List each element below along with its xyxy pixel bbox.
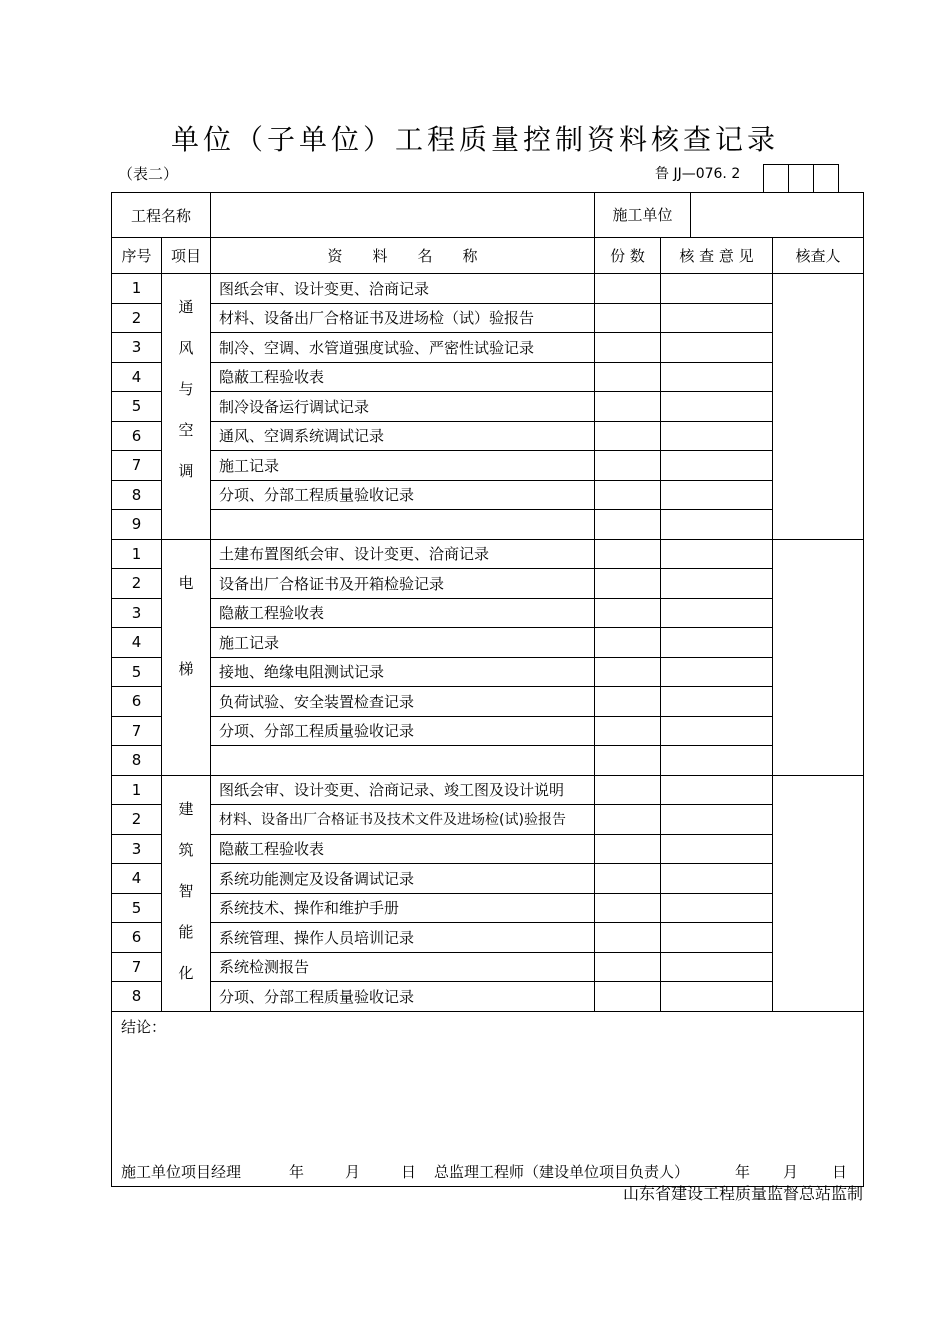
opinion-cell[interactable] bbox=[661, 421, 773, 451]
section-item-label bbox=[162, 775, 211, 1011]
document-name: 系统管理、操作人员培训记录 bbox=[211, 923, 595, 953]
opinion-cell[interactable] bbox=[661, 598, 773, 628]
document-name: 制冷、空调、水管道强度试验、严密性试验记录 bbox=[211, 333, 595, 363]
copies-cell[interactable] bbox=[595, 952, 661, 982]
row-number: 3 bbox=[112, 598, 162, 628]
copies-cell[interactable] bbox=[595, 657, 661, 687]
table-row bbox=[112, 274, 864, 304]
document-name: 施工记录 bbox=[211, 628, 595, 658]
document-name: 图纸会审、设计变更、洽商记录、竣工图及设计说明 bbox=[211, 775, 595, 805]
table-row bbox=[112, 598, 864, 628]
table-row bbox=[112, 333, 864, 363]
opinion-cell[interactable] bbox=[661, 864, 773, 894]
table-row bbox=[112, 893, 864, 923]
copies-cell[interactable] bbox=[595, 392, 661, 422]
document-name: 施工记录 bbox=[211, 451, 595, 481]
table-row bbox=[112, 303, 864, 333]
opinion-cell[interactable] bbox=[661, 333, 773, 363]
row-number: 2 bbox=[112, 569, 162, 599]
copies-cell[interactable] bbox=[595, 893, 661, 923]
table-row bbox=[112, 657, 864, 687]
conclusion-row bbox=[112, 1011, 864, 1186]
table-row bbox=[112, 687, 864, 717]
opinion-cell[interactable] bbox=[661, 716, 773, 746]
code-box[interactable] bbox=[763, 164, 788, 193]
project-name-field[interactable] bbox=[211, 193, 595, 238]
section-item-char: 建 bbox=[178, 799, 194, 818]
section-item-char: 智 bbox=[178, 881, 194, 900]
pm-year: 年 bbox=[289, 1162, 305, 1181]
code-box[interactable] bbox=[788, 164, 813, 193]
copies-cell[interactable] bbox=[595, 805, 661, 835]
checker-cell[interactable] bbox=[773, 274, 864, 540]
document-name: 土建布置图纸会审、设计变更、洽商记录 bbox=[211, 539, 595, 569]
opinion-cell[interactable] bbox=[661, 569, 773, 599]
checker-cell[interactable] bbox=[773, 539, 864, 775]
document-name: 隐蔽工程验收表 bbox=[211, 598, 595, 628]
table-row bbox=[112, 982, 864, 1012]
table-row bbox=[112, 834, 864, 864]
project-name-label: 工程名称 bbox=[112, 193, 211, 238]
document-name bbox=[211, 510, 595, 540]
table-row bbox=[112, 392, 864, 422]
row-number: 4 bbox=[112, 864, 162, 894]
row-number: 1 bbox=[112, 775, 162, 805]
row-number: 2 bbox=[112, 303, 162, 333]
row-number: 6 bbox=[112, 687, 162, 717]
copies-cell[interactable] bbox=[595, 598, 661, 628]
section-item-char: 与 bbox=[178, 380, 194, 398]
table-row bbox=[112, 362, 864, 392]
section-item-char: 通 bbox=[178, 298, 194, 316]
table-row bbox=[112, 864, 864, 894]
row-number: 9 bbox=[112, 510, 162, 540]
contractor-group bbox=[595, 193, 864, 238]
document-name: 材料、设备出厂合格证书及进场检（试）验报告 bbox=[211, 303, 595, 333]
col-checker: 核查人 bbox=[773, 238, 864, 274]
opinion-cell[interactable] bbox=[661, 687, 773, 717]
copies-cell[interactable] bbox=[595, 834, 661, 864]
opinion-cell[interactable] bbox=[661, 480, 773, 510]
copies-cell[interactable] bbox=[595, 775, 661, 805]
conclusion-cell[interactable] bbox=[112, 1011, 864, 1186]
row-number: 8 bbox=[112, 982, 162, 1012]
copies-cell[interactable] bbox=[595, 362, 661, 392]
checker-cell[interactable] bbox=[773, 775, 864, 1011]
opinion-cell[interactable] bbox=[661, 362, 773, 392]
opinion-cell[interactable] bbox=[661, 303, 773, 333]
form-code: 鲁 JJ—076. 2 bbox=[655, 166, 741, 182]
copies-cell[interactable] bbox=[595, 539, 661, 569]
copies-cell[interactable] bbox=[595, 274, 661, 304]
opinion-cell[interactable] bbox=[661, 923, 773, 953]
opinion-cell[interactable] bbox=[661, 451, 773, 481]
conclusion-label: 结论： bbox=[121, 1017, 167, 1036]
copies-cell[interactable] bbox=[595, 451, 661, 481]
code-box[interactable] bbox=[813, 164, 839, 193]
table-row bbox=[112, 775, 864, 805]
table-row bbox=[112, 569, 864, 599]
opinion-cell[interactable] bbox=[661, 539, 773, 569]
table-row bbox=[112, 451, 864, 481]
sup-day: 日 bbox=[832, 1162, 848, 1181]
table-row bbox=[112, 421, 864, 451]
table-row bbox=[112, 480, 864, 510]
pm-month: 月 bbox=[345, 1162, 361, 1181]
section-item-char: 筑 bbox=[178, 840, 194, 859]
table-row bbox=[112, 805, 864, 835]
document-name: 负荷试验、安全装置检查记录 bbox=[211, 687, 595, 717]
row-number: 3 bbox=[112, 333, 162, 363]
row-number: 1 bbox=[112, 539, 162, 569]
row-number: 5 bbox=[112, 657, 162, 687]
page-title: 单位（子单位）工程质量控制资料核查记录 bbox=[170, 123, 779, 156]
document-name: 分项、分部工程质量验收记录 bbox=[211, 480, 595, 510]
copies-cell[interactable] bbox=[595, 569, 661, 599]
document-name: 设备出厂合格证书及开箱检验记录 bbox=[211, 569, 595, 599]
row-number: 7 bbox=[112, 716, 162, 746]
contractor-field[interactable] bbox=[691, 193, 863, 237]
document-name: 材料、设备出厂合格证书及技术文件及进场检(试)验报告 bbox=[211, 805, 595, 835]
section-item-char: 风 bbox=[178, 339, 194, 357]
table-row bbox=[112, 923, 864, 953]
document-name: 通风、空调系统调试记录 bbox=[211, 421, 595, 451]
opinion-cell[interactable] bbox=[661, 805, 773, 835]
section-item-label bbox=[162, 274, 211, 540]
row-number: 2 bbox=[112, 805, 162, 835]
section-item-char: 调 bbox=[178, 462, 194, 480]
table-row bbox=[112, 510, 864, 540]
copies-cell[interactable] bbox=[595, 687, 661, 717]
form-label: （表二） bbox=[118, 165, 179, 183]
row-number: 5 bbox=[112, 392, 162, 422]
pm-day: 日 bbox=[401, 1162, 417, 1181]
opinion-cell[interactable] bbox=[661, 775, 773, 805]
table-row bbox=[112, 539, 864, 569]
document-name bbox=[211, 746, 595, 776]
table-row bbox=[112, 628, 864, 658]
opinion-cell[interactable] bbox=[661, 628, 773, 658]
section-item-label bbox=[162, 539, 211, 775]
row-number: 5 bbox=[112, 893, 162, 923]
footer-issuer: 山东省建设工程质量监督总站监制 bbox=[622, 1184, 863, 1203]
document-name: 系统技术、操作和维护手册 bbox=[211, 893, 595, 923]
row-number: 8 bbox=[112, 480, 162, 510]
document-name: 分项、分部工程质量验收记录 bbox=[211, 982, 595, 1012]
opinion-cell[interactable] bbox=[661, 834, 773, 864]
sup-year: 年 bbox=[735, 1162, 751, 1181]
col-opinion: 核 查 意 见 bbox=[661, 238, 773, 274]
opinion-cell[interactable] bbox=[661, 510, 773, 540]
opinion-cell[interactable] bbox=[661, 657, 773, 687]
section-item-char: 梯 bbox=[178, 659, 194, 678]
col-doc-name: 资 料 名 称 bbox=[211, 238, 595, 274]
col-copies: 份 数 bbox=[595, 238, 661, 274]
copies-cell[interactable] bbox=[595, 716, 661, 746]
copies-cell[interactable] bbox=[595, 421, 661, 451]
table-row bbox=[112, 952, 864, 982]
section-item-char: 空 bbox=[178, 421, 194, 439]
opinion-cell[interactable] bbox=[661, 274, 773, 304]
section-item-char: 能 bbox=[178, 922, 194, 941]
row-number: 4 bbox=[112, 362, 162, 392]
document-name: 隐蔽工程验收表 bbox=[211, 362, 595, 392]
document-name: 制冷设备运行调试记录 bbox=[211, 392, 595, 422]
pm-label: 施工单位项目经理 bbox=[121, 1162, 242, 1181]
opinion-cell[interactable] bbox=[661, 982, 773, 1012]
copies-cell[interactable] bbox=[595, 333, 661, 363]
copies-cell[interactable] bbox=[595, 864, 661, 894]
row-number: 6 bbox=[112, 421, 162, 451]
code-boxes bbox=[763, 164, 839, 193]
copies-cell[interactable] bbox=[595, 303, 661, 333]
review-table bbox=[111, 192, 864, 1187]
document-name: 图纸会审、设计变更、洽商记录 bbox=[211, 274, 595, 304]
copies-cell[interactable] bbox=[595, 982, 661, 1012]
row-number: 7 bbox=[112, 952, 162, 982]
col-item: 项目 bbox=[162, 238, 211, 274]
section-item-char: 化 bbox=[178, 963, 194, 982]
document-name: 分项、分部工程质量验收记录 bbox=[211, 716, 595, 746]
row-number: 7 bbox=[112, 451, 162, 481]
row-number: 8 bbox=[112, 746, 162, 776]
copies-cell[interactable] bbox=[595, 746, 661, 776]
row-number: 3 bbox=[112, 834, 162, 864]
copies-cell[interactable] bbox=[595, 510, 661, 540]
table-row bbox=[112, 716, 864, 746]
document-name: 接地、绝缘电阻测试记录 bbox=[211, 657, 595, 687]
row-number: 1 bbox=[112, 274, 162, 304]
table-row bbox=[112, 746, 864, 776]
supervisor-label: 总监理工程师（建设单位项目负责人） bbox=[434, 1162, 690, 1181]
copies-cell[interactable] bbox=[595, 628, 661, 658]
document-name: 系统检测报告 bbox=[211, 952, 595, 982]
opinion-cell[interactable] bbox=[661, 392, 773, 422]
sup-month: 月 bbox=[783, 1162, 799, 1181]
copies-cell[interactable] bbox=[595, 923, 661, 953]
opinion-cell[interactable] bbox=[661, 746, 773, 776]
row-number: 6 bbox=[112, 923, 162, 953]
opinion-cell[interactable] bbox=[661, 893, 773, 923]
copies-cell[interactable] bbox=[595, 480, 661, 510]
contractor-label: 施工单位 bbox=[595, 193, 691, 237]
document-name: 隐蔽工程验收表 bbox=[211, 834, 595, 864]
opinion-cell[interactable] bbox=[661, 952, 773, 982]
section-item-char: 电 bbox=[178, 573, 194, 592]
row-number: 4 bbox=[112, 628, 162, 658]
document-name: 系统功能测定及设备调试记录 bbox=[211, 864, 595, 894]
col-seq: 序号 bbox=[112, 238, 162, 274]
